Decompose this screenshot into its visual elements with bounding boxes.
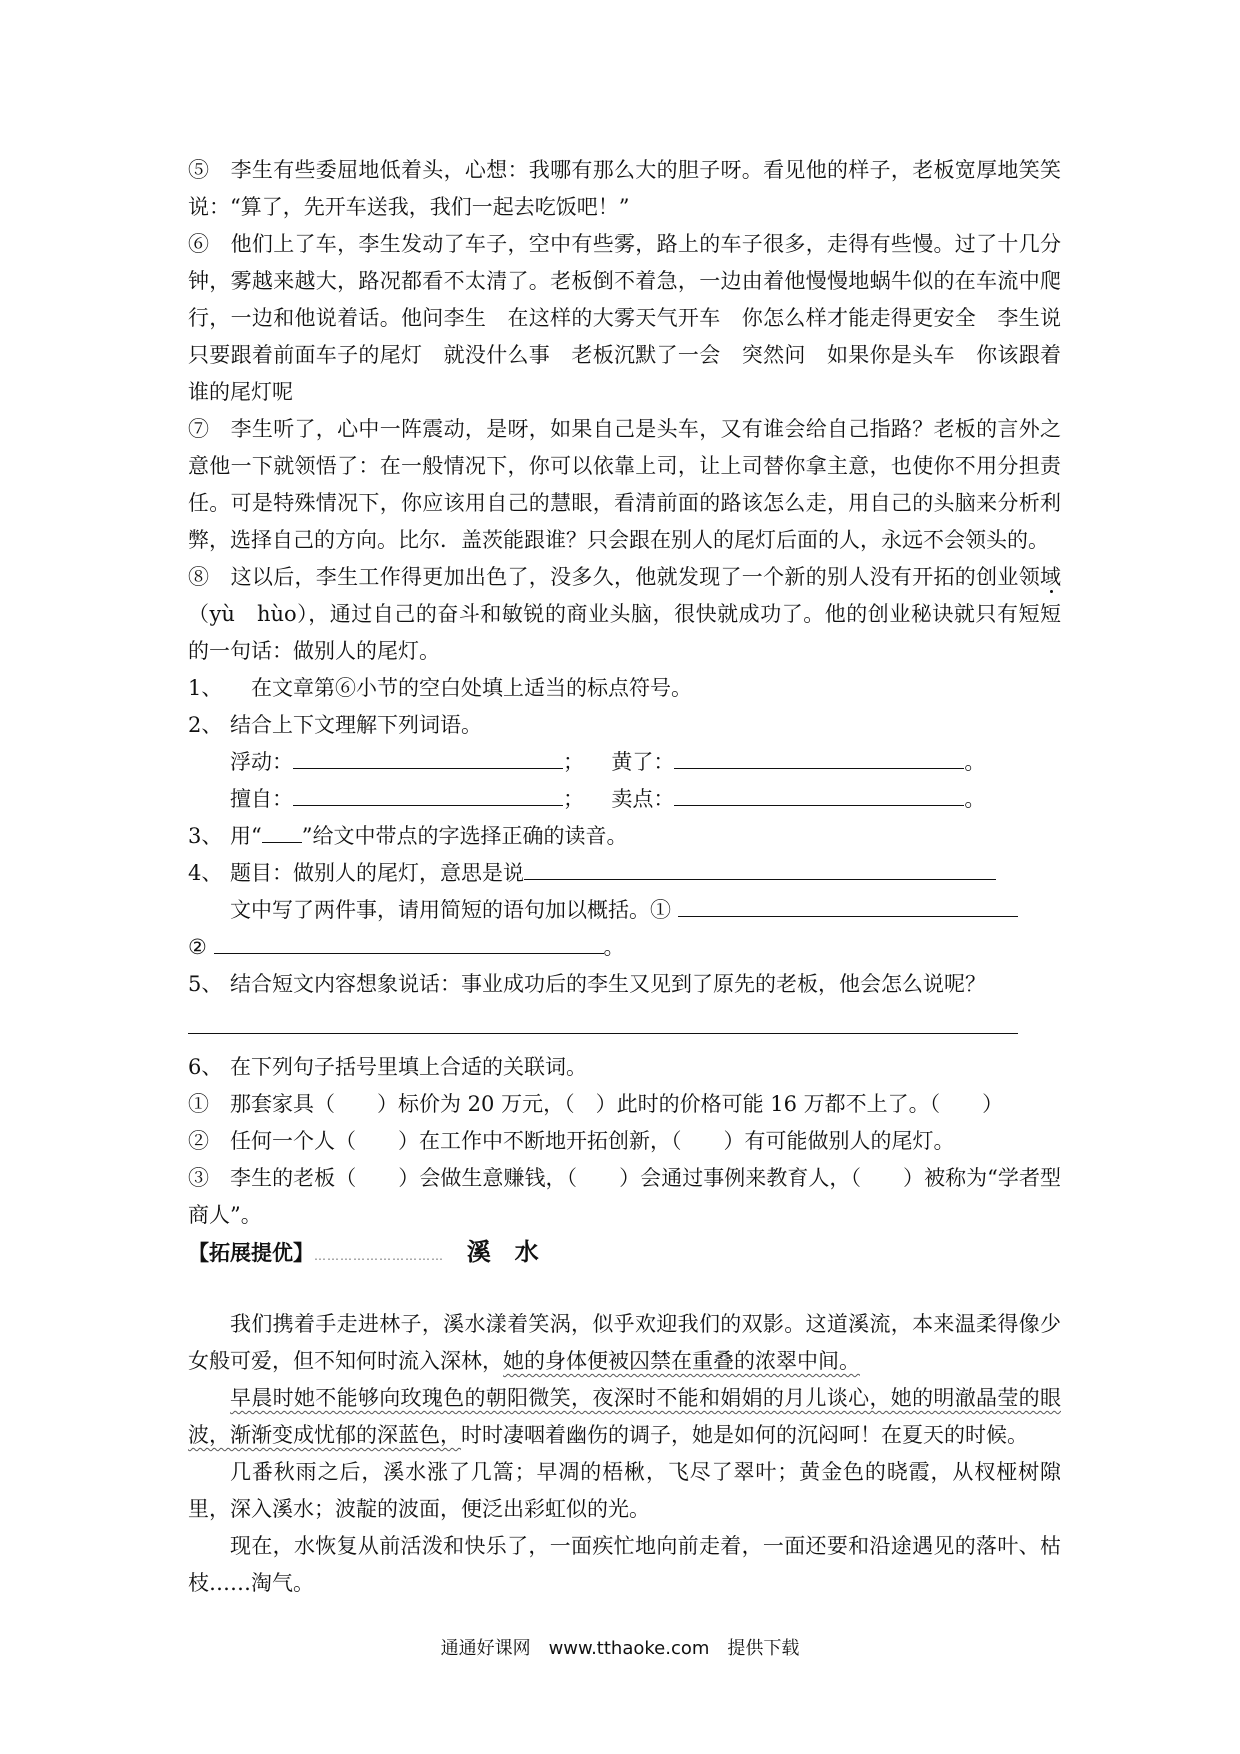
question-6-sentence-1: ① 那套家具（ ）标价为 20 万元，（ ）此时的价格可能 16 万都不上了。（ ） [188,1092,1004,1116]
question-number: 5、 [188,972,223,996]
dotted-leader: ………………………… [314,1249,444,1263]
question-number: 2、 [188,713,223,737]
answer-blank[interactable] [293,783,563,806]
question-6-sentence-2: ② 任何一个人（ ）在工作中不断地开拓创新，（ ）有可能做别人的尾灯。 [188,1129,955,1153]
question-4 [188,855,1061,892]
end-mark: 。 [964,787,986,811]
question-text: 结合上下文理解下列词语。 [230,713,482,737]
answer-blank[interactable] [524,857,996,880]
paragraph-8-text-a: ⑧ 这以后，李生工作得更加出色了，没多久，他就发现了一个新的别人没有开拓的创业领 [188,565,1040,589]
question-number: 3、 [188,824,223,848]
question-6-sentence-3: ③ 李生的老板（ ）会做生意赚钱，（ ）会通过事例来教育人，（ ）被称为“学者型商人”。 [188,1166,1061,1227]
end-mark: 。 [603,935,625,959]
passage-paragraph-4: 现在，水恢复从前活泼和快乐了，一面疾忙地向前走着，一面还要和沿途遇见的落叶、枯枝……淘气。 [188,1534,1061,1595]
question-5 [188,966,1061,1003]
dotted-character: 域 [1040,565,1061,589]
marked-sentence: 她的身体便被囚禁在重叠的浓翠中间。 [503,1349,860,1373]
passage-paragraph-2 [188,1380,1061,1454]
answer-blank[interactable] [188,1003,1018,1034]
question-text-pre: 用“ [230,824,262,848]
answer-blank[interactable] [678,894,1018,917]
answer-blank[interactable] [293,746,563,769]
question-2 [188,707,1061,744]
question-text: 文中写了两件事，请用简短的语句加以概括。① [230,898,671,922]
question-1 [188,670,1061,707]
section-label: 【拓展提优】 [188,1241,314,1265]
question-text: 在下列句子括号里填上合适的关联词。 [230,1055,587,1079]
underline-sample [262,820,302,843]
story-section [188,152,1061,670]
extension-passage [188,1306,1061,1602]
passage-paragraph-3: 几番秋雨之后，溪水涨了几篙；早凋的梧楸，飞尽了翠叶；黄金色的晓霞，从杈桠树隙里，深入溪水；波靛的波面，便泛出彩虹似的光。 [188,1460,1061,1521]
questions-section [188,670,1061,1234]
separator: ； [563,750,584,774]
passage-text: 时时凄咽着幽伤的调子，她是如何的沉闷呵！在夏天的时候。 [461,1423,1028,1447]
question-5-answer-line [188,1003,1061,1049]
page-footer: 通通好课网 www.tthaoke.com 提供下载 [440,1638,800,1659]
word-label: 擅自： [230,787,293,811]
extension-heading [188,1232,1061,1272]
question-text: 结合短文内容想象说话：事业成功后的李生又见到了原先的老板，他会怎么说呢？ [230,972,986,996]
answer-blank[interactable] [674,746,964,769]
question-4-line-3 [188,929,1061,966]
question-2-row-1 [188,744,1061,781]
question-number: 1、 [188,676,223,700]
marked-sentence: 早晨时她不能够向玫瑰色的朝阳微笑，夜深时不能和娟娟的月儿谈心，她的明澈晶莹的眼波，渐渐变成忧郁的深蓝色， [188,1386,1061,1447]
question-4-line-2 [188,892,1061,929]
paragraph-8 [188,559,1061,670]
word-label: 卖点： [611,787,675,811]
paragraph-6: ⑥ 他们上了车，李生发动了车子，空中有些雾，路上的车子很多，走得有些慢。过了十几分钟，雾越来越大，路况都看不太清了。老板倒不着急，一边由着他慢慢地蜗牛似的在车流中爬行，一边和他说着话。他问李生 在这样的大雾天气开车 你怎么样才能走得更安全 李生说只要跟着前面车子的尾灯 就没什么事 老板沉默了一会 突然问 如果你是头车 你该跟着谁的尾灯呢 [188,232,1061,404]
question-text: 在文章第⑥小节的空白处填上适当的标点符号。 [230,676,692,700]
question-text-post: ”给文中带点的字选择正确的读音。 [301,824,628,848]
paragraph-8-text-b: （yù hùo），通过自己的奋斗和敏锐的商业头脑，很快就成功了。他的创业秘诀就只有短短的一句话：做别人的尾灯。 [188,602,1061,663]
passage-title: 溪 水 [466,1238,539,1266]
passage-text: 我们携着手走进林子，溪水漾着笑涡，似乎欢迎我们的双影。这道溪流，本来温柔得像少女般可爱，但不知何时流入深林， [188,1312,1061,1373]
end-mark: 。 [964,750,986,774]
passage-paragraph-1 [188,1306,1061,1380]
question-3 [188,818,1061,855]
paragraph-7: ⑦ 李生听了，心中一阵震动，是呀，如果自己是头车，又有谁会给自己指路？老板的言外之意他一下就领悟了：在一般情况下，你可以依靠上司，让上司替你拿主意，也使你不用分担责任。可是特殊情况下，你应该用自己的慧眼，看清前面的路该怎么走，用自己的头脑来分析利弊，选择自己的方向。比尔．盖茨能跟谁？只会跟在别人的尾灯后面的人，永远不会领头的。 [188,417,1061,552]
word-label: 浮动： [230,750,293,774]
paragraph-5: ⑤ 李生有些委屈地低着头，心想：我哪有那么大的胆子呀。看见他的样子，老板宽厚地笑笑说：“算了，先开车送我，我们一起去吃饭吧！” [188,158,1061,219]
answer-blank[interactable] [674,783,964,806]
question-number: 4、 [188,861,223,885]
separator: ； [563,787,584,811]
circled-number: ② [188,935,207,959]
question-text: 题目：做别人的尾灯，意思是说 [230,861,524,885]
question-2-row-2 [188,781,1061,818]
question-6 [188,1049,1061,1086]
question-number: 6、 [188,1055,223,1079]
word-label: 黄了： [611,750,675,774]
answer-blank[interactable] [214,931,604,954]
